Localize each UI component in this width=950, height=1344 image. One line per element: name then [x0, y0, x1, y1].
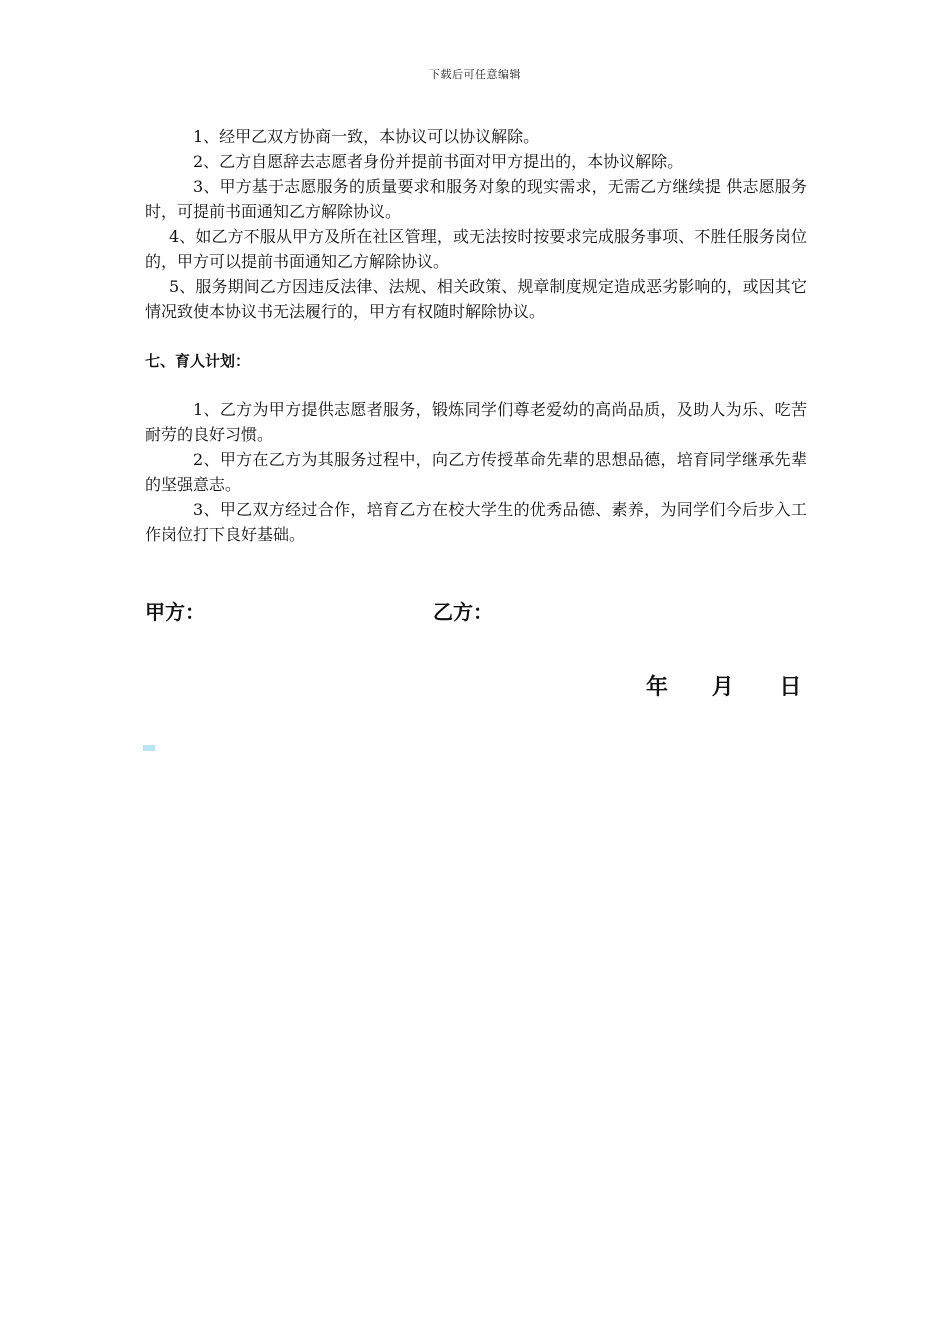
termination-item-3: 3、甲方基于志愿服务的质量要求和服务对象的现实需求，无需乙方继续提 供志愿服务时，可提前书面通知乙方解除协议。: [145, 177, 807, 221]
date-line: [646, 670, 801, 701]
termination-item-5: 5、服务期间乙方因违反法律、法规、相关政策、规章制度规定造成恶劣影响的，或因其它情况致使本协议书无法履行的，甲方有权随时解除协议。: [145, 277, 807, 321]
day-label: 日: [779, 675, 802, 700]
education-plan-item-2: 2、甲方在乙方为其服务过程中，向乙方传授革命先辈的思想品德，培育同学继承先辈的坚强意志。: [145, 450, 807, 494]
termination-item-2: 2、乙方自愿辞去志愿者身份并提前书面对甲方提出的，本协议解除。: [193, 152, 684, 171]
education-plan-item-1: 1、乙方为甲方提供志愿者服务，锻炼同学们尊老爱幼的高尚品质，及助人为乐、吃苦耐劳的良好习惯。: [145, 400, 807, 444]
party-a-label: 甲方：: [145, 600, 205, 624]
document-body: [145, 124, 807, 547]
page-header: 下载后可任意编辑: [429, 68, 521, 81]
highlight-marker: [143, 745, 155, 751]
education-plan-item-3: 3、甲乙双方经过合作，培育乙方在校大学生的优秀品德、素养，为同学们今后步入工作岗位打下良好基础。: [145, 500, 807, 544]
party-b-label: 乙方：: [433, 600, 493, 624]
signature-row: [145, 596, 807, 626]
year-label: 年: [646, 675, 669, 700]
month-label: 月: [711, 675, 734, 700]
termination-item-4: 4、如乙方不服从甲方及所在社区管理，或无法按时按要求完成服务事项、不胜任服务岗位的，甲方可以提前书面通知乙方解除协议。: [145, 227, 807, 271]
termination-item-1: 1、经甲乙双方协商一致，本协议可以协议解除。: [193, 127, 540, 146]
section-heading-education-plan: 七、育人计划：: [145, 352, 251, 370]
